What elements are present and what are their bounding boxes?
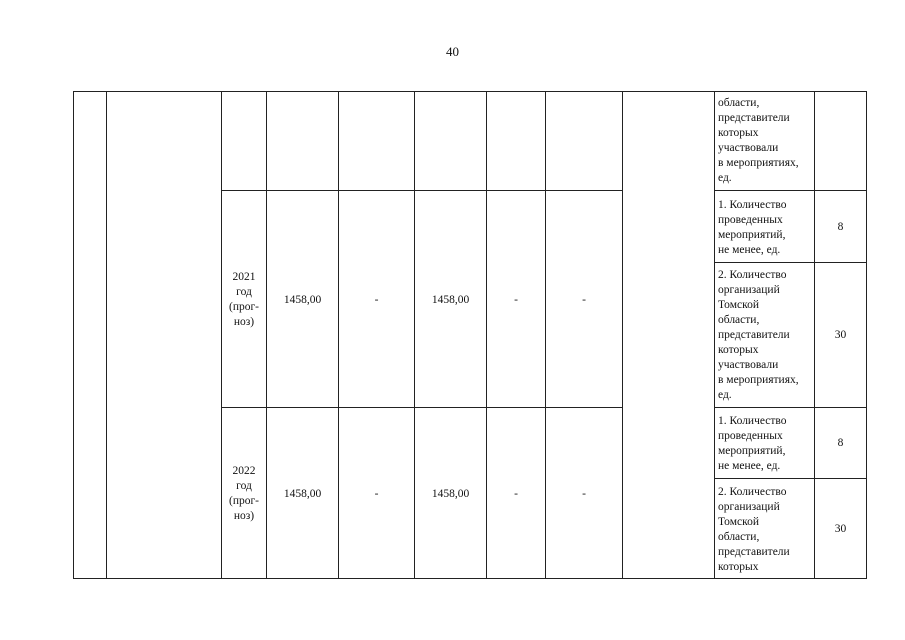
col-sep-1 <box>106 91 107 579</box>
indicator-2021-1: 1. Количество проведенных мероприятий, не менее, ед. <box>718 199 787 256</box>
local-2022: - <box>514 488 518 500</box>
indicator-2022-1-value: 8 <box>837 437 844 449</box>
indicator-2021-2: 2. Количество организаций Томской области, представители которых участвовали в мероприятиях, ед. <box>718 269 799 401</box>
table-border-right <box>866 91 867 579</box>
indicator-2022-2: 2. Количество организаций Томской области, представители которых <box>718 486 790 573</box>
row-sep-ind-3 <box>714 407 866 408</box>
indicator-2022-1: 1. Количество проведенных мероприятий, не менее, ед. <box>718 415 787 472</box>
col-sep-7 <box>545 91 546 579</box>
page-number: 40 <box>446 44 459 59</box>
federal-2021: - <box>374 294 379 306</box>
table-border-top <box>73 91 867 92</box>
year-2022-label: 2022 год (прог- ноз) <box>228 465 260 522</box>
col-sep-4 <box>338 91 339 579</box>
indicator-2021-2-value: 30 <box>834 329 847 341</box>
indicator-2022-2-value: 30 <box>834 523 847 535</box>
row-sep-ind-1 <box>714 190 866 191</box>
row-sep-year-2022 <box>221 407 622 408</box>
local-2021: - <box>514 294 518 306</box>
row-sep-year-2021 <box>221 190 622 191</box>
col-sep-3 <box>266 91 267 579</box>
col-sep-8 <box>622 91 623 579</box>
table-border-bottom <box>73 578 867 579</box>
year-2021-label: 2021 год (прог- ноз) <box>228 271 260 328</box>
indicator-continued: области, представители которых участвовали в мероприятиях, ед. <box>718 97 799 184</box>
other-2021: - <box>582 294 586 306</box>
regional-2022: 1458,00 <box>431 488 470 500</box>
federal-2022: - <box>374 488 379 500</box>
total-2022: 1458,00 <box>283 488 322 500</box>
col-sep-6 <box>486 91 487 579</box>
row-sep-ind-4 <box>714 478 866 479</box>
indicator-2021-1-value: 8 <box>837 221 844 233</box>
col-sep-9 <box>714 91 715 579</box>
table-border-left <box>73 91 74 579</box>
row-sep-ind-2 <box>714 262 866 263</box>
other-2022: - <box>582 488 586 500</box>
total-2021: 1458,00 <box>283 294 322 306</box>
col-sep-5 <box>414 91 415 579</box>
regional-2021: 1458,00 <box>431 294 470 306</box>
